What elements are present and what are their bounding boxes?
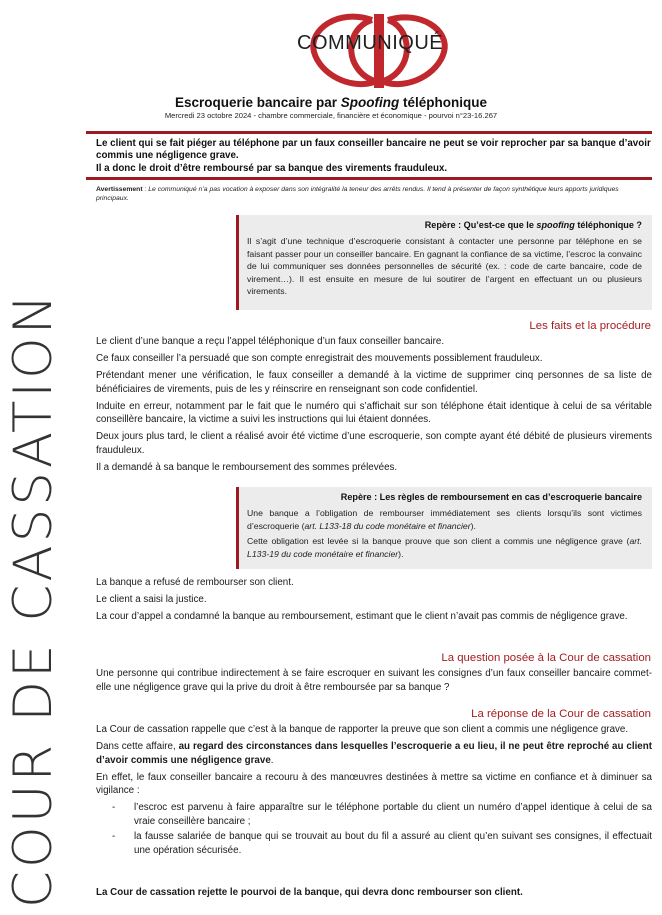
communique-logo-text: COMMUNIQUÉ xyxy=(297,32,444,54)
cour-de-cassation-vertical-title: COUR DE CASSATION xyxy=(3,291,64,908)
repere-spoofing-title: Repère : Qu’est-ce que le spoofing téléphonique ? xyxy=(424,220,642,230)
repere-remboursement-p2: Cette obligation est levée si la banque prouve que son client a commis une négligence grave (art. L133-19 du code monétaire et financier). xyxy=(247,536,642,559)
paragraph: Le client d’une banque a reçu l’appel téléphonique d’un faux conseiller bancaire. xyxy=(96,336,445,347)
page-title: Escroquerie bancaire par Spoofing téléphonique xyxy=(174,95,488,110)
decision-reference: Mercredi 23 octobre 2024 - chambre commerciale, financière et économique - pourvoi n°23-16.267 xyxy=(164,111,498,120)
conclusion: La Cour de cassation rejette le pourvoi de la banque, qui devra donc rembourser son client. xyxy=(96,887,523,898)
question-text xyxy=(96,667,652,698)
list-item: - l’escroc est parvenu à faire apparaître sur le téléphone portable du client un numéro d’appel identique à celui de sa vraie conseillère bancaire ; xyxy=(126,801,652,828)
summary-lede: Le client qui se fait piéger au téléphone par un faux conseiller bancaire ne peut se voir reprocher par sa banque d’avoir commis une négligence grave. Il a donc le droit d’être remboursé par sa banque des virements frauduleux. xyxy=(96,138,651,174)
summary-divider xyxy=(86,177,652,180)
paragraph: Ce faux conseiller l’a persuadé que son compte enregistrait des mouvements possiblement frauduleux. xyxy=(96,352,543,364)
paragraph: Induite en erreur, notamment par le fait que le numéro qui s’affichait sur son téléphone était identique à celui de sa véritable conseillère bancaire, la victime a suivi les instructions qui lui étaient données. xyxy=(96,400,652,426)
section-heading-faits: Les faits et la procédure xyxy=(529,320,651,332)
repere-remboursement-p1: Une banque a l’obligation de rembourser immédiatement ses clients lorsqu’ils sont victimes d’escroquerie (art. L133-18 du code monétaire et financier). xyxy=(247,508,642,531)
paragraph: Deux jours plus tard, le client a réalisé avoir été victime d’une escroquerie, son compte ayant été débité de plusieurs virements frauduleux. xyxy=(96,431,652,456)
paragraph: La cour d’appel a condamné la banque au remboursement, estimant que le client n’avait pas commis de négligence grave. xyxy=(96,610,628,622)
repere-spoofing-body: Il s’agit d’une technique d’escroquerie consistant à contacter une personne par téléphone en se faisant passer pour un conseiller bancaire. En gagnant la confiance de sa victime, l’escroc la convainc de lui communiquer ses données personnelles de sécurité (ex. : code de carte bancaire, code de virement…). Il est ensuite en mesure de lui soutirer de l’argent en effectuant un ou plusieurs virements. xyxy=(247,236,642,297)
top-divider xyxy=(86,131,652,134)
paragraph: En effet, le faux conseiller bancaire a recouru à des manœuvres destinées à mettre sa victime en confiance et à diminuer sa vigilance : xyxy=(96,771,652,797)
list-item: - la fausse salariée de banque qui se trouvait au bout du fil a assuré au client qu’en suivant ses consignes, il effectuait une opération sécurisée. xyxy=(126,830,652,857)
paragraph: Une personne qui contribue indirectement à se faire escroquer en suivant les consignes d’un faux conseiller bancaire commet-elle une négligence grave qui la prive du droit à être remboursée par sa banque ? xyxy=(96,668,652,693)
repere-remboursement-title: Repère : Les règles de remboursement en cas d’escroquerie bancaire xyxy=(340,492,642,502)
reponse-text xyxy=(96,723,652,860)
procedure-text xyxy=(96,576,652,627)
paragraph: La banque a refusé de rembourser son client. xyxy=(96,577,294,588)
paragraph: Prétendant mener une vérification, le faux conseiller a demandé à la victime de supprimer cinq personnes de sa liste de bénéficiaires de virements, puis de les y réinscrire en renseignant son code confidentiel. xyxy=(96,369,652,395)
paragraph: La Cour de cassation rappelle que c’est à la banque de rapporter la preuve que son client a commis une négligence grave. xyxy=(96,724,629,735)
repere-spoofing-box xyxy=(236,215,652,310)
disclaimer: Avertissement : Le communiqué n’a pas vocation à exposer dans son intégralité la teneur des arrêts rendus. Il tend à présenter de façon synthétique leurs apports juridiques principaux. xyxy=(96,186,619,202)
paragraph: Il a demandé à sa banque le remboursement des sommes prélevées. xyxy=(96,461,398,473)
paragraph: Dans cette affaire, au regard des circonstances dans lesquelles l’escroquerie a eu lieu, il ne peut être reproché au client d’avoir commis une négligence grave. xyxy=(96,740,652,766)
section-heading-reponse: La réponse de la Cour de cassation xyxy=(471,708,651,720)
repere-remboursement-box xyxy=(236,487,652,569)
manoeuvres-list xyxy=(96,801,652,857)
faits-text xyxy=(96,335,652,478)
paragraph: Le client a saisi la justice. xyxy=(96,593,207,605)
section-heading-question: La question posée à la Cour de cassation xyxy=(441,652,651,664)
